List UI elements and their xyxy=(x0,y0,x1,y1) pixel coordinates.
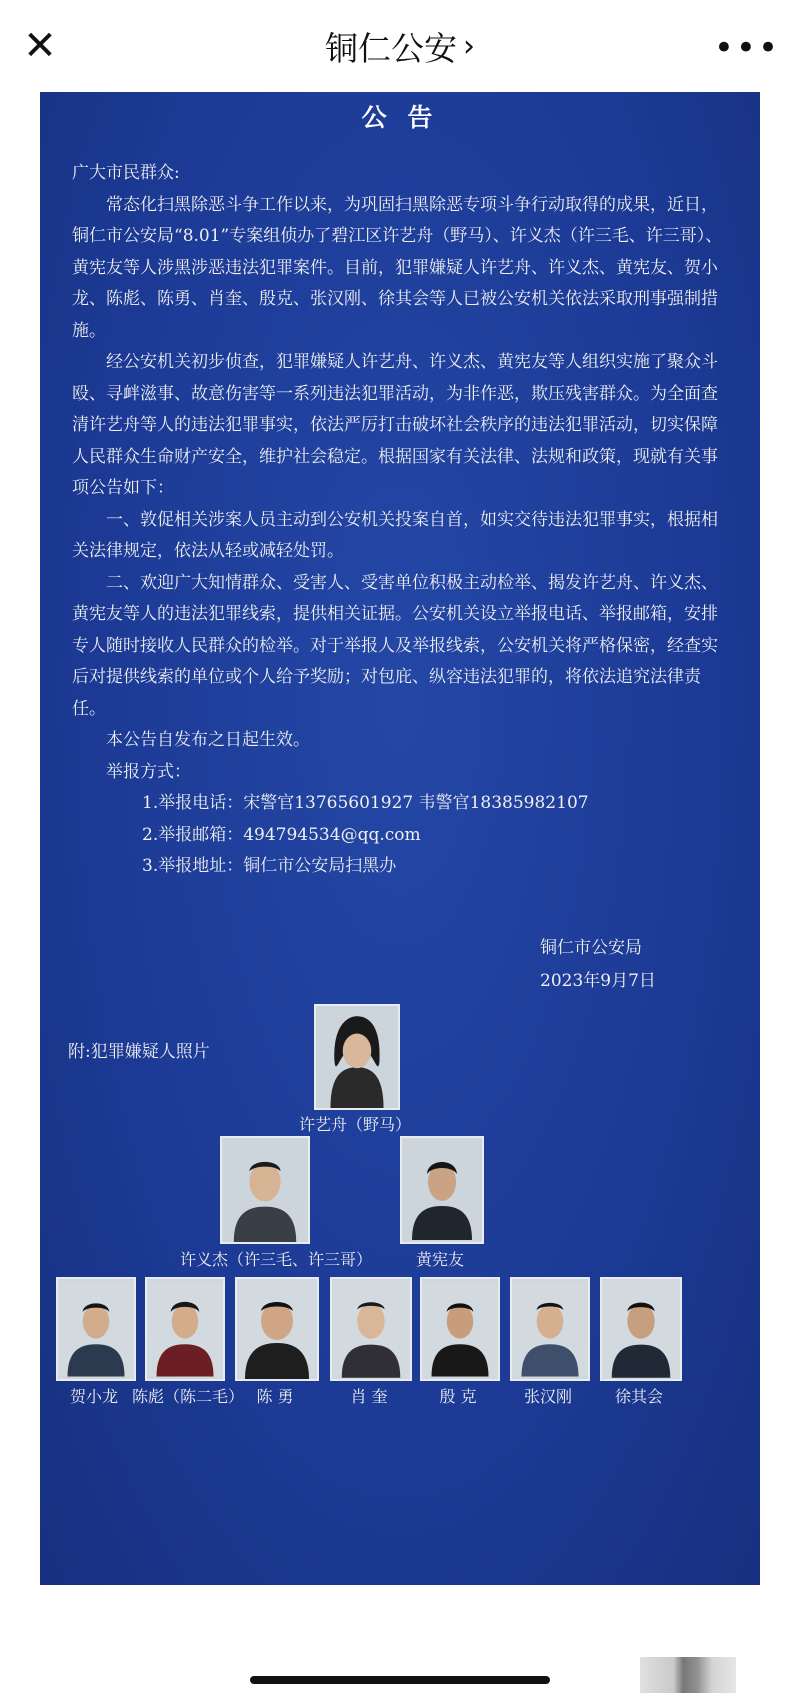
portrait-icon xyxy=(512,1279,588,1379)
suspect-photo xyxy=(56,1277,136,1381)
suspect-photo xyxy=(600,1277,682,1381)
salutation: 广大市民群众: xyxy=(72,163,180,183)
suspect-photo xyxy=(235,1277,319,1381)
suspect-caption: 徐其会 xyxy=(614,1387,663,1406)
paragraph-3: 一、敦促相关涉案人员主动到公安机关投案自首，如实交待违法犯罪事实，根据相关法律规定，依法从轻或减轻处罚。 xyxy=(72,509,718,561)
suspect-caption: 许艺舟（野马） xyxy=(298,1115,411,1134)
more-options-icon[interactable]: ••• xyxy=(713,28,780,68)
notice-body xyxy=(72,158,732,883)
suspect-photo xyxy=(145,1277,225,1381)
portrait-icon xyxy=(602,1279,680,1379)
chevron-right-icon: › xyxy=(463,28,475,64)
blurred-thumbnail xyxy=(640,1657,736,1693)
close-icon[interactable]: ✕ xyxy=(23,23,57,69)
home-indicator[interactable] xyxy=(250,1676,550,1684)
portrait-icon xyxy=(237,1279,317,1379)
suspect-caption: 肖 奎 xyxy=(350,1387,388,1406)
account-title-link[interactable] xyxy=(325,23,475,70)
paragraph-1: 常态化扫黑除恶斗争工作以来，为巩固扫黑除恶专项斗争行动取得的成果，近日，铜仁市公安局“8.01”专案组侦办了碧江区许艺舟（野马）、许义杰（许三毛、许三哥）、黄宪友等人涉黑涉恶违法犯罪案件。目前，犯罪嫌疑人许艺舟、许义杰、黄宪友、贺小龙、陈彪、陈勇、肖奎、殷克、张汉刚、徐其会等人已被公安机关依法采取刑事强制措施。 xyxy=(72,194,723,341)
report-methods xyxy=(72,788,732,883)
suspect-photo xyxy=(330,1277,412,1381)
account-title: 铜仁公安 xyxy=(325,28,457,68)
suspect-photo xyxy=(314,1004,400,1110)
suspect-caption: 陈 勇 xyxy=(256,1387,294,1406)
paragraph-2: 经公安机关初步侦查，犯罪嫌疑人许艺舟、许义杰、黄宪友等人组织实施了聚众斗殴、寻衅滋事、故意伤害等一系列违法犯罪活动，为非作恶，欺压残害群众。为全面查清许艺舟等人的违法犯罪事实，依法严厉打击破坏社会秩序的违法犯罪活动，切实保障人民群众生命财产安全，维护社会稳定。根据国家有关法律、法规和政策，现就有关事项公告如下： xyxy=(72,352,718,498)
nav-bar xyxy=(0,0,800,92)
portrait-icon xyxy=(422,1279,498,1379)
suspect-caption: 贺小龙 xyxy=(69,1387,118,1406)
suspect-caption: 黄宪友 xyxy=(415,1250,464,1269)
portrait-icon xyxy=(332,1279,410,1379)
report-phone: 1.举报电话：宋警官13765601927 韦警官18385982107 xyxy=(142,793,589,813)
portrait-icon xyxy=(402,1138,482,1242)
portrait-icon xyxy=(147,1279,223,1379)
suspect-photo xyxy=(420,1277,500,1381)
suspect-photo xyxy=(220,1136,310,1244)
suspect-caption: 陈彪（陈二毛） xyxy=(132,1387,245,1406)
paragraph-4: 二、欢迎广大知情群众、受害人、受害单位积极主动检举、揭发许艺舟、许义杰、黄宪友等人的违法犯罪线索，提供相关证据。公安机关设立举报电话、举报邮箱，安排专人随时接收人民群众的检举。对于举报人及举报线索，公安机关将严格保密，经查实后对提供线索的单位或个人给予奖励；对包庇、纵容违法犯罪的，将依法追究法律责任。 xyxy=(72,572,718,719)
report-email: 2.举报邮箱：494794534@qq.com xyxy=(142,824,421,845)
notice-heading: 公 告 xyxy=(361,103,439,132)
portrait-icon xyxy=(316,1006,398,1108)
paragraph-5: 本公告自发布之日起生效。 xyxy=(106,730,310,750)
suspect-caption: 殷 克 xyxy=(439,1387,477,1406)
report-heading: 举报方式： xyxy=(106,761,191,782)
portrait-icon xyxy=(222,1138,308,1242)
suspect-photo xyxy=(510,1277,590,1381)
issuer: 铜仁市公安局 xyxy=(540,938,642,958)
appendix-label: 附:犯罪嫌疑人照片 xyxy=(68,1042,210,1062)
issue-date: 2023年9月7日 xyxy=(540,971,656,991)
suspect-photo xyxy=(400,1136,484,1244)
signature-block xyxy=(540,932,656,998)
notice-poster[interactable] xyxy=(40,92,760,1585)
report-address: 3.举报地址：铜仁市公安局扫黑办 xyxy=(142,856,397,876)
portrait-icon xyxy=(58,1279,134,1379)
suspect-caption: 许义杰（许三毛、许三哥） xyxy=(180,1250,373,1269)
suspect-caption: 张汉刚 xyxy=(523,1387,572,1406)
